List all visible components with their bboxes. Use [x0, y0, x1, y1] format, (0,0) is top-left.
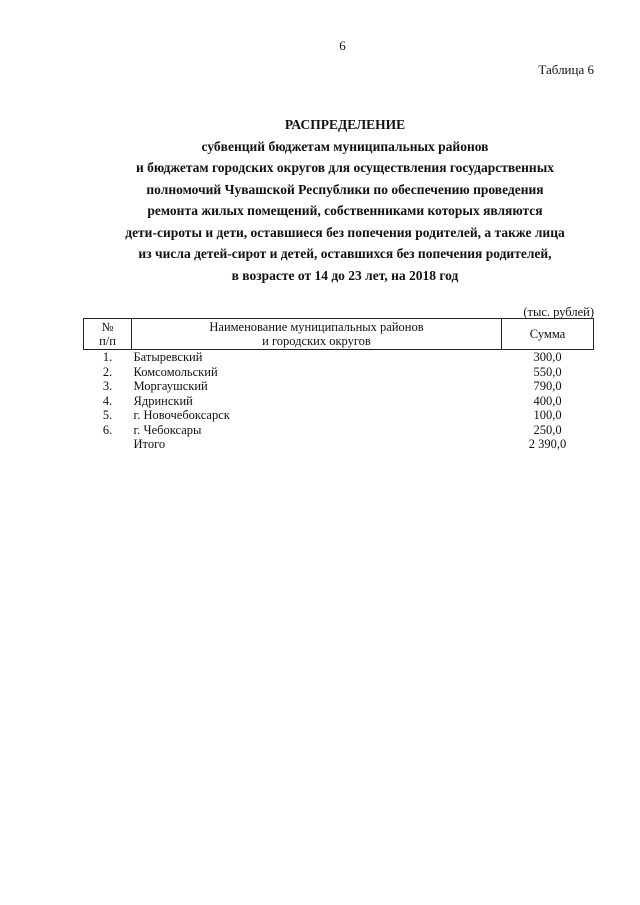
- title-line: субвенций бюджетам муниципальных районов: [201, 138, 489, 154]
- title-line: и бюджетам городских округов для осуществления государственных: [136, 160, 554, 175]
- row-name: Ядринский: [133, 393, 193, 408]
- row-number: 3.: [102, 379, 113, 393]
- title-line: в возрасте от 14 до 23 лет, на 2018 год: [231, 267, 459, 283]
- table-row: [84, 379, 594, 394]
- row-sum: 550,0: [533, 364, 562, 379]
- total-label: Итого: [133, 437, 166, 451]
- table-header-row: [84, 319, 594, 350]
- row-number: 4.: [102, 393, 113, 408]
- table-total-row: [84, 437, 594, 452]
- row-name: Комсомольский: [133, 364, 218, 379]
- row-sum: 790,0: [533, 379, 562, 393]
- row-sum: 300,0: [533, 350, 562, 364]
- table-row: [84, 365, 594, 380]
- units-label: (тыс. рублей): [523, 305, 594, 319]
- row-number: 5.: [102, 408, 113, 422]
- row-number: 2.: [102, 364, 113, 379]
- row-name: Батыревский: [133, 350, 203, 364]
- table-row: [84, 350, 594, 365]
- title-line: полномочий Чувашской Республики по обеспечению проведения: [146, 181, 544, 197]
- title-line: из числа детей-сирот и детей, оставшихся без попечения родителей,: [138, 246, 552, 261]
- header-name-line1: Наименование муниципальных районов: [209, 320, 424, 334]
- document-title: [60, 114, 630, 286]
- table-row: [84, 423, 594, 438]
- row-name: г. Чебоксары: [133, 422, 202, 437]
- table-label: Таблица 6: [538, 62, 594, 77]
- header-name: [132, 319, 502, 350]
- title-line: ремонта жилых помещений, собственниками которых являются: [147, 203, 543, 218]
- header-number-line2: п/п: [99, 334, 116, 348]
- total-number-empty: [84, 437, 132, 452]
- distribution-table: [83, 318, 594, 452]
- table-row: [84, 394, 594, 409]
- row-number: 6.: [102, 422, 113, 437]
- header-number-line1: №: [101, 320, 114, 334]
- table-row: [84, 408, 594, 423]
- header-name-line2: и городских округов: [262, 334, 371, 348]
- row-name: Моргаушский: [133, 379, 208, 393]
- title-line: РАСПРЕДЕЛЕНИЕ: [284, 117, 406, 132]
- header-sum: Сумма: [502, 319, 594, 350]
- title-line: дети-сироты и дети, оставшиеся без попечения родителей, а также лица: [125, 224, 565, 240]
- row-number: 1.: [102, 350, 113, 364]
- row-sum: 100,0: [533, 408, 562, 422]
- row-sum: 250,0: [533, 422, 562, 437]
- page-number: 6: [339, 38, 346, 53]
- row-sum: 400,0: [533, 393, 562, 408]
- total-sum: 2 390,0: [528, 437, 567, 451]
- row-name: г. Новочебоксарск: [133, 408, 230, 422]
- header-number: [84, 319, 132, 350]
